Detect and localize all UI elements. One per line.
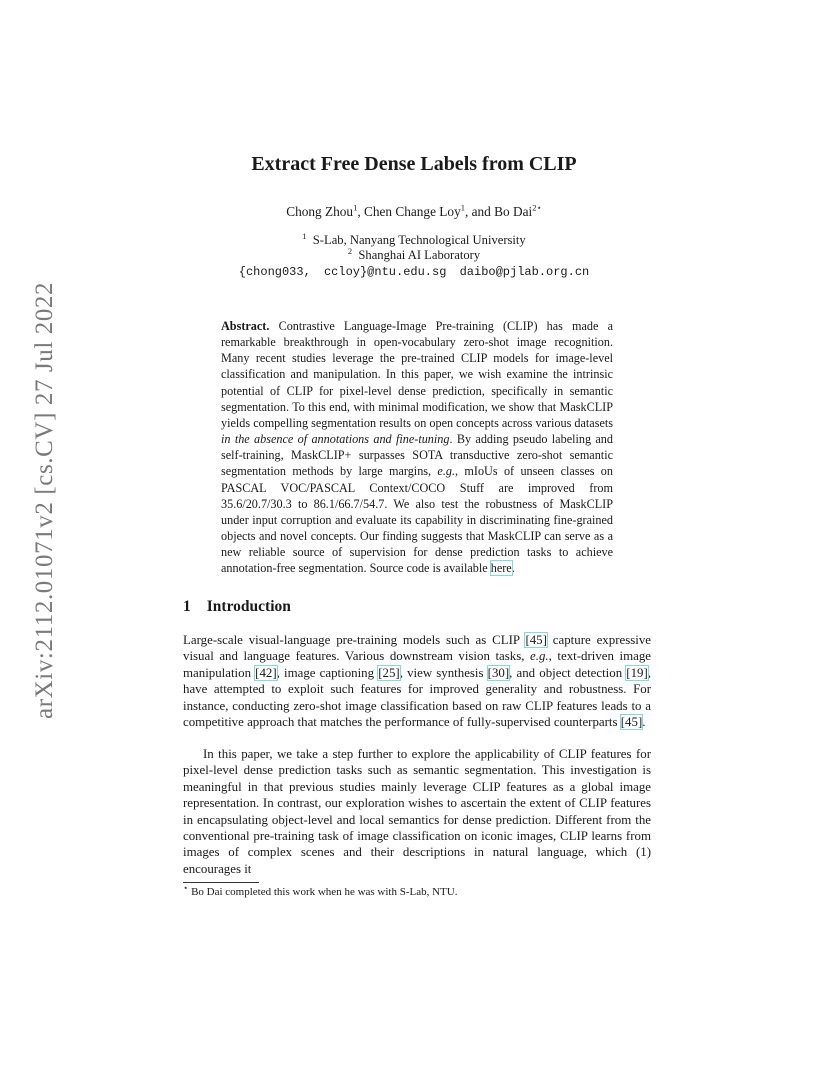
citation-link[interactable]: [19] xyxy=(626,665,648,680)
affiliation-mark: 2 xyxy=(347,245,353,256)
affiliation-mark: 2⋆ xyxy=(532,202,542,213)
affiliation-name: Shanghai AI Laboratory xyxy=(358,248,481,262)
footnote xyxy=(183,882,458,898)
citation-link[interactable]: [30] xyxy=(487,665,510,680)
affiliation-mark: 1 xyxy=(460,202,465,213)
paragraph-text: Large-scale visual-language pre-training models such as CLIP xyxy=(183,633,526,647)
abstract-emphasis: e.g. xyxy=(437,464,456,479)
arxiv-identifier: arXiv:2112.01071v2 [cs.CV] 27 Jul 2022 xyxy=(31,281,58,719)
body-paragraph-2: In this paper, we take a step further to explore the applicability of CLIP features for pixel-level dense prediction tasks such as semantic segmentation. This investigation is meaningful in that previous studies mainly leverage CLIP features as a global image representation. In contrast, our exploration wishes to ascertain the extent of CLIP features in encapsulating object-level and local semantics for dense prediction. Different from the conventional pre-training task of image classification on iconic images, CLIP learns from images of complex scenes and their descriptions in natural language, which (1) encourages it xyxy=(183,747,651,876)
footnote-divider xyxy=(183,882,259,883)
section-heading xyxy=(183,598,291,616)
author-emails: {chong033, ccloy}@ntu.edu.sg daibo@pjlab.org.cn xyxy=(238,265,590,279)
paragraph-text: , view synthesis xyxy=(399,665,488,680)
abstract-text: . xyxy=(511,561,515,576)
abstract-emphasis: in the absence of annotations and fine-tuning xyxy=(221,432,450,447)
abstract-text: . By adding pseudo labeling and self-training, MaskCLIP+ surpasses SOTA transductive zero-shot semantic segmentation methods by large margins, xyxy=(221,432,613,479)
citation-link[interactable]: [25] xyxy=(378,665,400,680)
author-separator: , xyxy=(357,204,364,219)
source-code-link[interactable]: here xyxy=(490,561,512,576)
author-separator: , and xyxy=(464,204,495,219)
affiliation-2 xyxy=(0,245,828,263)
citation-link[interactable]: [42] xyxy=(255,665,277,680)
paragraph-text: , image captioning xyxy=(276,665,379,680)
affiliation-mark: 1 xyxy=(302,230,307,241)
abstract-text: , mIoUs of unseen classes on PASCAL VOC/PASCAL Context/COCO Stuff are improved from 35.6/20.7/30.3 to 86.1/66.7/54.7. We also test the robustness of MaskCLIP under input corruption and evaluate its capability in discriminating fine-grained objects and novel concepts. Our finding suggests that MaskCLIP can serve as a new reliable source of supervision for dense prediction tasks to achieve annotation-free segmentation. Source code is available xyxy=(221,464,613,576)
author-name: Chen Change Loy xyxy=(363,204,461,219)
paper-title: Extract Free Dense Labels from CLIP xyxy=(251,153,577,175)
paragraph-text: , have attempted to exploit such features for improved generality and robustness. For instance, conducting zero-shot image classification based on raw CLIP features leads to a competitive approach that matches the performance of fully-supervised counterparts xyxy=(183,665,652,730)
body-paragraph-1 xyxy=(183,632,651,730)
abstract-text: Contrastive Language-Image Pre-training (CLIP) has made a remarkable breakthrough in open-vocabulary zero-shot image recognition. Many recent studies leverage the pre-trained CLIP models for image-level classification and manipulation. In this paper, we wish examine the intrinsic potential of CLIP for pixel-level dense prediction, specifically in semantic segmentation. To this end, with minimal modification, we show that MaskCLIP yields compelling segmentation results on open concepts across various datasets xyxy=(221,319,613,430)
section-number: 1 xyxy=(183,598,191,615)
footnote-text: Bo Dai completed this work when he was with S-Lab, NTU. xyxy=(191,886,458,898)
section-title: Introduction xyxy=(206,598,291,615)
footnote-mark: ⋆ xyxy=(183,882,189,893)
affiliation-1 xyxy=(0,230,828,248)
author-name: Bo Dai xyxy=(494,204,533,219)
abstract xyxy=(221,318,613,577)
paragraph-text: , and object detection xyxy=(509,665,627,680)
affiliation-mark: 1 xyxy=(353,202,358,213)
citation-link[interactable]: [45] xyxy=(525,633,547,647)
author-name: Chong Zhou xyxy=(286,204,354,219)
paragraph-text: capture expressive visual and language features. Various downstream vision tasks, xyxy=(183,633,651,664)
paragraph-text: , text-driven image manipulation xyxy=(183,649,652,680)
author-list xyxy=(0,204,828,220)
affiliation-name: S-Lab, Nanyang Technological University xyxy=(312,233,526,247)
paragraph-text: . xyxy=(642,715,646,730)
paragraph-emphasis: e.g. xyxy=(530,649,549,664)
abstract-label: Abstract. xyxy=(221,319,270,333)
citation-link[interactable]: [45] xyxy=(620,715,643,730)
